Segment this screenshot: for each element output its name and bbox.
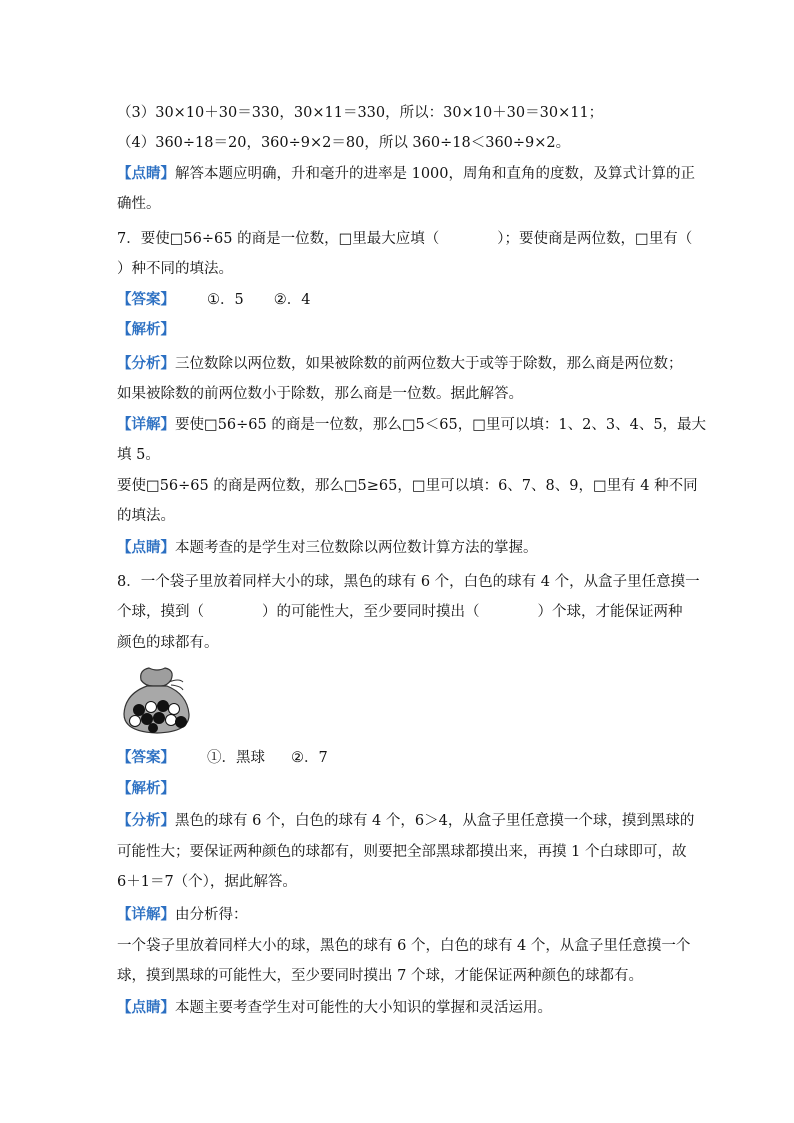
analysis-8-heading: 【解析】 — [117, 780, 175, 797]
answer-8-2: ②．7 — [291, 750, 328, 766]
analysis-7-line-2: 如果被除数的前两位数小于除数，那么商是一位数。据此解答。 — [117, 386, 523, 402]
tag-answer-8: 【答案】 — [117, 749, 175, 766]
analysis-8-line-2: 可能性大；要保证两种颜色的球都有，则要把全部黑球都摸出来，再摸 1 个白球即可，故 — [117, 844, 687, 860]
detail-8-line-2: 一个袋子里放着同样大小的球，黑色的球有 6 个，白色的球有 4 个，从盒子里任意摸一个 — [117, 938, 691, 954]
tag-fenxi: 【分析】 — [117, 355, 175, 372]
detail-7-text: 要使□56÷65 的商是一位数，那么□5＜65，□里可以填：1、2、3、4、5，最大 — [175, 417, 707, 433]
note-8 — [117, 998, 552, 1018]
analysis-8-line-1 — [117, 811, 694, 831]
line-3 — [117, 164, 695, 184]
note-7-text: 本题考查的是学生对三位数除以两位数计算方法的掌握。 — [175, 540, 538, 556]
line-2: （4）360÷18＝20，360÷9×2＝80，所以 360÷18＜360÷9×2。 — [117, 135, 571, 151]
line-1: （3）30×10＋30＝330，30×11＝330，所以：30×10＋30＝30×11； — [117, 105, 604, 121]
detail-8-text: 由分析得： — [175, 907, 248, 923]
tag-dianjing: 【点睛】 — [117, 165, 175, 182]
answer-8-1: ①．黑球 — [207, 750, 265, 766]
detail-7-line-4: 的填法。 — [117, 508, 175, 524]
tag-dianjing-8: 【点睛】 — [117, 999, 175, 1016]
tag-fenxi-8: 【分析】 — [117, 812, 175, 829]
tag-answer: 【答案】 — [117, 291, 175, 308]
ball-bag-illustration — [121, 660, 193, 736]
note-7 — [117, 538, 538, 558]
detail-7-line-1 — [117, 415, 706, 435]
detail-7-line-3: 要使□56÷65 的商是两位数，那么□5≥65，□里可以填：6、7、8、9，□里有 4 种不同 — [117, 478, 698, 494]
analysis-7-heading: 【解析】 — [117, 321, 175, 338]
detail-8-line-3: 球，摸到黑球的可能性大，至少要同时摸出 7 个球，才能保证两种颜色的球都有。 — [117, 968, 643, 984]
question-8-line-2: 个球，摸到（ ）的可能性大，至少要同时摸出（ ）个球，才能保证两种 — [117, 604, 683, 620]
tag-dianjing-7: 【点睛】 — [117, 539, 175, 556]
answer-8 — [117, 748, 328, 768]
analysis-8-text: 黑色的球有 6 个，白色的球有 4 个，6＞4，从盒子里任意摸一个球，摸到黑球的 — [175, 813, 695, 829]
analysis-7-line-1 — [117, 354, 683, 374]
detail-8-line-1 — [117, 905, 248, 925]
line-3-text: 解答本题应明确，升和毫升的进率是 1000，周角和直角的度数，及算式计算的正 — [175, 166, 696, 182]
note-8-text: 本题主要考查学生对可能性的大小知识的掌握和灵活运用。 — [175, 1000, 552, 1016]
answer-7-1: ①．5 — [207, 292, 244, 308]
answer-7 — [117, 290, 310, 310]
question-7-line-1: 7．要使□56÷65 的商是一位数，□里最大应填（ ）；要使商是两位数，□里有（ — [117, 231, 693, 247]
question-7-line-2: ）种不同的填法。 — [117, 261, 233, 277]
analysis-8-line-3: 6＋1＝7（个），据此解答。 — [117, 874, 297, 890]
answer-7-2: ②．4 — [273, 292, 311, 308]
question-8-line-3: 颜色的球都有。 — [117, 635, 219, 651]
analysis-7-text: 三位数除以两位数，如果被除数的前两位数大于或等于除数，那么商是两位数； — [175, 356, 683, 372]
question-8-line-1: 8．一个袋子里放着同样大小的球，黑色的球有 6 个，白色的球有 4 个，从盒子里任意摸一 — [117, 574, 700, 590]
detail-7-line-2: 填 5。 — [117, 447, 160, 463]
tag-xiangjie-8: 【详解】 — [117, 906, 175, 923]
tag-xiangjie: 【详解】 — [117, 416, 175, 433]
line-4: 确性。 — [117, 196, 161, 212]
